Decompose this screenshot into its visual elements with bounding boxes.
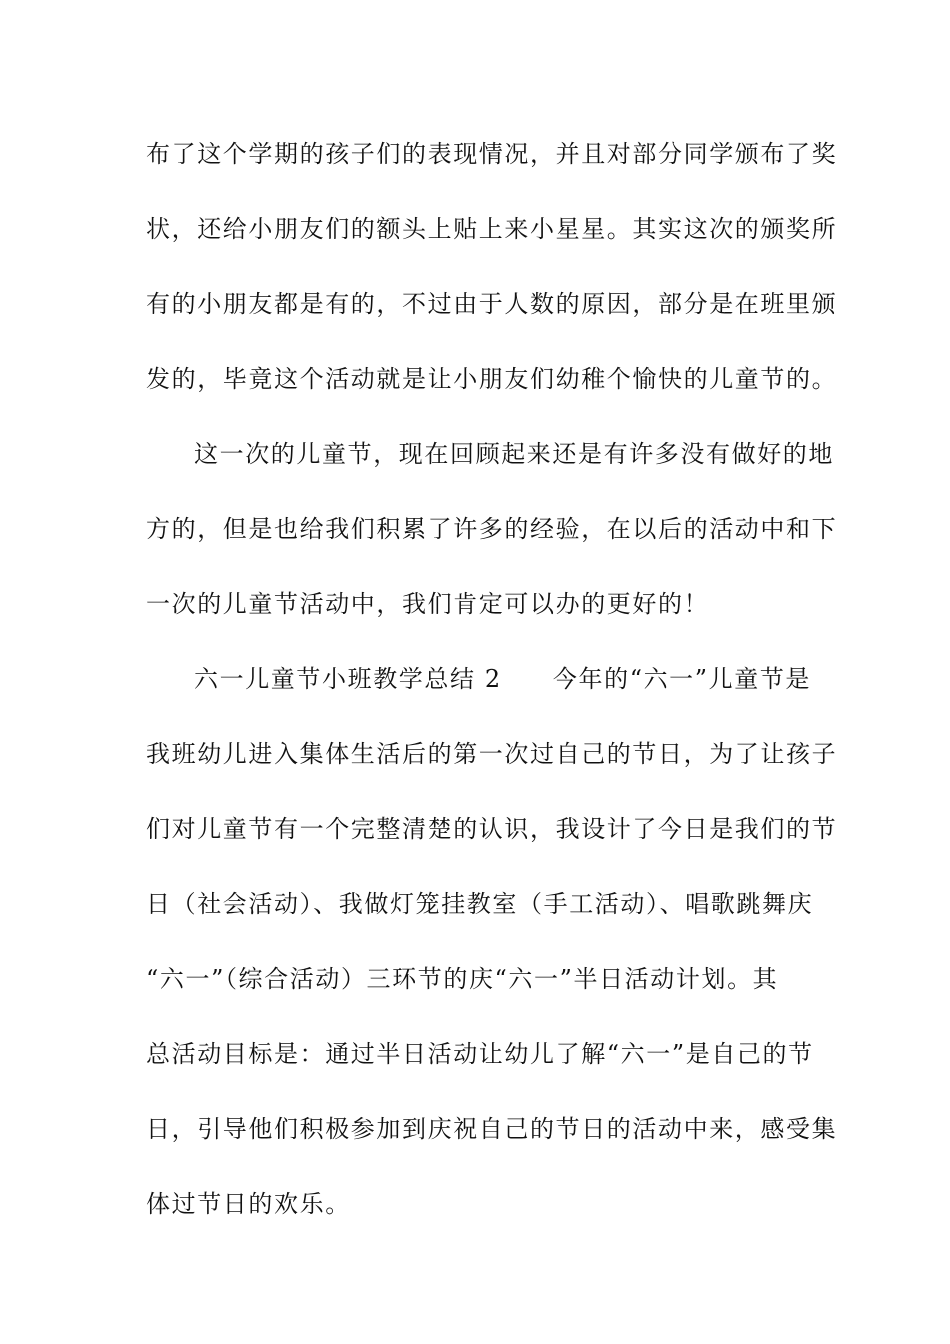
text-line: 方的，但是也给我们积累了许多的经验，在以后的活动中和下	[146, 515, 838, 543]
text-line: 状，还给小朋友们的额头上贴上来小星星。其实这次的颁奖所	[146, 215, 838, 243]
text-line: 我班幼儿进入集体生活后的第一次过自己的节日，为了让孩子	[146, 740, 838, 768]
text-line: 发的，毕竟这个活动就是让小朋友们幼稚个愉快的儿童节的。	[146, 365, 838, 393]
text-line: 一次的儿童节活动中，我们肯定可以办的更好的！	[146, 590, 710, 618]
document-body	[146, 130, 838, 1255]
text-line: “六一”（综合活动）三环节的庆“六一”半日活动计划。其	[146, 965, 779, 993]
paragraph-first-line: 这一次的儿童节，现在回顾起来还是有许多没有做好的地	[194, 440, 834, 468]
text-line: 日（社会活动）、我做灯笼挂教室（手工活动）、唱歌跳舞庆	[146, 890, 814, 918]
text-line: 们对儿童节有一个完整清楚的认识，我设计了今日是我们的节	[146, 815, 838, 843]
text-line: 体过节日的欢乐。	[146, 1190, 351, 1218]
text-line: 总活动目标是：通过半日活动让幼儿了解“六一”是自己的节	[146, 1040, 814, 1068]
text-line: 日，引导他们积极参加到庆祝自己的节日的活动中来，感受集	[146, 1115, 838, 1143]
text-line: 有的小朋友都是有的，不过由于人数的原因，部分是在班里颁	[146, 290, 838, 318]
section-heading-line: 六一儿童节小班教学总结 2 今年的“六一”儿童节是	[194, 665, 812, 693]
text-line: 布了这个学期的孩子们的表现情况，并且对部分同学颁布了奖	[146, 140, 838, 168]
